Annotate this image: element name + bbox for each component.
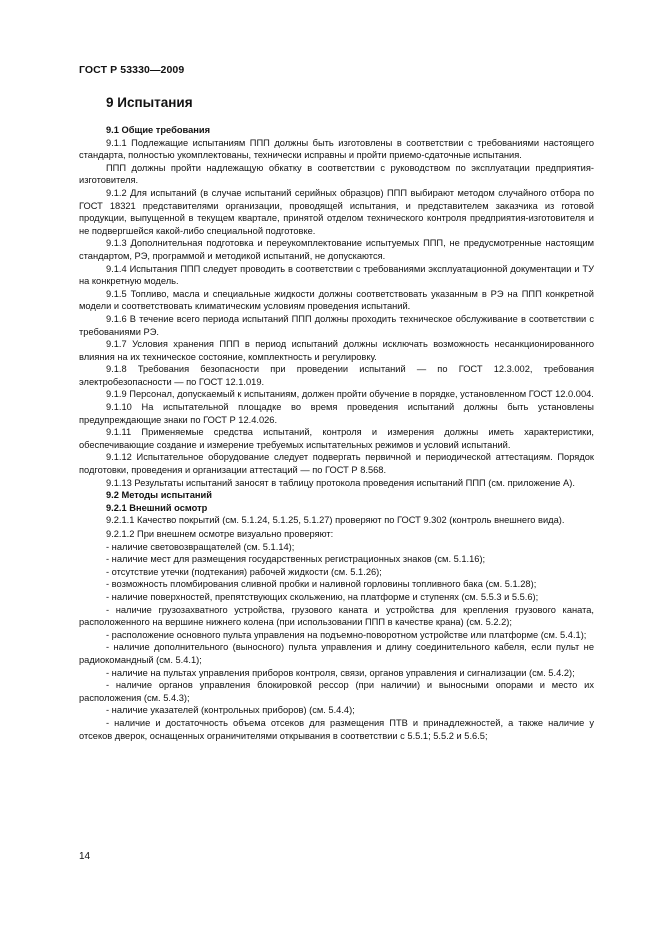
paragraph: 9.1.6 В течение всего периода испытаний ППП должны проходить техническое обслуживание в соответствии с требованиями РЭ. (79, 313, 594, 337)
paragraph: - наличие и достаточность объема отсеков для размещения ПТВ и принадлежностей, а также наличие у отсеков дверок, оснащенных ограничителями открывания в соответствии с 5.5.1; 5.5.2 и 5.6.5; (79, 717, 594, 741)
paragraph: 9.1.2 Для испытаний (в случае испытаний серийных образцов) ППП выбирают методом случайного отбора по ГОСТ 18321 представителями организации, проводящей испытания, и представителем заказчика из готовой продукции, выпущенной в текущем квартале, принятой отделом технического контроля предприятия-изготовителя и не подвергшейся какой-либо специальной подготовке. (79, 187, 594, 236)
page-number: 14 (79, 851, 91, 862)
paragraph: - наличие на пультах управления приборов контроля, связи, органов управления и сигнализации (см. 5.4.2); (106, 667, 575, 678)
paragraph: - расположение основного пульта управления на подъемно-поворотном устройстве или платформе (см. 5.4.1); (106, 629, 587, 640)
paragraph: - наличие поверхностей, препятствующих скольжению, на платформе и ступенях (см. 5.5.3 и 5.5.6); (106, 591, 539, 602)
paragraph: - наличие грузозахватного устройства, грузового каната и устройства для крепления грузового каната, расположенного на вершине нижнего колена (при использовании ППП в качестве крана) (см. 5.2.2); (79, 604, 594, 628)
paragraph: - наличие мест для размещения государственных регистрационных знаков (см. 5.1.16); (106, 554, 486, 565)
paragraph: - наличие дополнительного (выносного) пульта управления и длину соединительного кабеля, если пульт не радиокомандный (см. 5.4.1); (79, 642, 594, 665)
paragraph: ППП должны пройти надлежащую обкатку в соответствии с руководством по эксплуатации предприятия-изготовителя. (79, 162, 594, 186)
paragraph: 9.1.11 Применяемые средства испытаний, контроля и измерения должны иметь характеристики, обеспечивающие создание и измерение требуемых испытательных режимов и условий испытаний. (79, 427, 594, 450)
paragraph: 9.1.5 Топливо, масла и специальные жидкости должны соответствовать указанным в РЭ на ППП конкретной модели и соответствовать климатическим условиям проведения испытаний. (79, 288, 594, 312)
paragraph: - наличие световозвращателей (см. 5.1.14); (106, 541, 295, 552)
section-title: 9 Испытания (106, 95, 193, 110)
paragraph: 9.1.4 Испытания ППП следует проводить в соответствии с требованиями эксплуатационной документации и ТУ на конкретную модель. (79, 263, 594, 287)
paragraph: 9.1.9 Персонал, допускаемый к испытаниям, должен пройти обучение в порядке, установленном ГОСТ 12.0.004. (106, 389, 594, 400)
subsection-heading: 9.2.1 Внешний осмотр (106, 502, 208, 513)
paragraph: 9.1.7 Условия хранения ППП в период испытаний должны исключать возможность несанкционированного влияния на их техническое состояние, комплектность и регулировку. (79, 339, 594, 362)
document-body (79, 124, 594, 742)
subsection-heading: 9.1 Общие требования (106, 125, 211, 135)
paragraph: 9.1.1 Подлежащие испытаниям ППП должны быть изготовлены в соответствии с требованиями настоящего стандарта, полностью укомплектованы, технически исправны и пройти приемо-сдаточные испытания. (79, 137, 594, 161)
paragraph: - возможность пломбирования сливной пробки и наливной горловины топливного бака (см. 5.1.28); (106, 579, 537, 590)
paragraph: 9.1.10 На испытательной площадке во время проведения испытаний должны быть установлены предупреждающие знаки по ГОСТ Р 12.4.026. (79, 402, 594, 425)
paragraph: 9.1.3 Дополнительная подготовка и переукомплектование испытуемых ППП, не предусмотренные настоящим стандартом, РЭ, программой и методикой испытаний, не допускаются. (79, 238, 594, 261)
paragraph: 9.2.1.1 Качество покрытий (см. 5.1.24, 5.1.25, 5.1.27) проверяют по ГОСТ 9.302 (контроль внешнего вида). (106, 515, 565, 526)
document-header: ГОСТ Р 53330—2009 (79, 64, 185, 76)
paragraph: 9.1.8 Требования безопасности при проведении испытаний — по ГОСТ 12.3.002, требования электробезопасности — по ГОСТ 12.1.019. (79, 364, 594, 387)
paragraph: 9.1.13 Результаты испытаний заносят в таблицу протокола проведения испытаний ППП (см. приложение А). (106, 477, 575, 488)
paragraph: - отсутствие утечки (подтекания) рабочей жидкости (см. 5.1.26); (106, 566, 382, 577)
paragraph: - наличие указателей (контрольных приборов) (см. 5.4.4); (106, 705, 355, 716)
paragraph: 9.1.12 Испытательное оборудование следует подвергать первичной и периодической аттестациям. Порядок подготовки, проведения и организации аттестаций — по ГОСТ Р 8.568. (79, 452, 594, 476)
subsection-heading: 9.2 Методы испытаний (106, 490, 212, 501)
paragraph: 9.2.1.2 При внешнем осмотре визуально проверяют: (106, 529, 334, 539)
paragraph: - наличие органов управления блокировкой рессор (при наличии) и выносными опорами и место их расположения (см. 5.4.3); (79, 680, 594, 703)
